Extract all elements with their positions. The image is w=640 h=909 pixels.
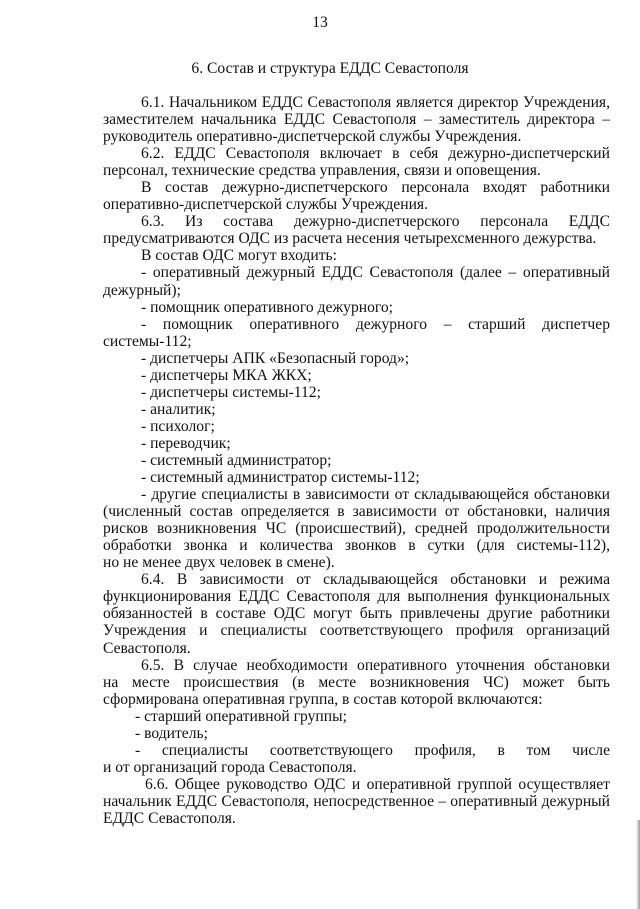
text-line: обязанностей в составе ОДС могут быть привлечены другие работники xyxy=(103,605,610,623)
text-line: - другие специалисты в зависимости от складывающейся обстановки xyxy=(141,486,610,504)
text-line: - помощник оперативного дежурного; xyxy=(141,298,394,316)
text-line: но не менее двух человек в смене). xyxy=(103,554,335,572)
page-title: 6. Состав и структура ЕДДС Севастополя xyxy=(191,60,469,77)
text-line: 6.2. ЕДДС Севастополя включает в себя дежурно-диспетчерский xyxy=(141,145,610,163)
text-line: Севастополя. xyxy=(103,639,191,657)
text-line: оперативно-диспетчерской службы Учреждения. xyxy=(103,196,428,214)
text-line: - системный администратор; xyxy=(141,451,332,469)
text-line: - системный администратор системы-112; xyxy=(141,469,420,487)
text-line: рисков возникновения ЧС (происшествий), средней продолжительности xyxy=(103,520,610,538)
text-line: руководитель оперативно-диспетчерской службы Учреждения. xyxy=(103,128,522,146)
text-line: - диспетчеры АПК «Безопасный город»; xyxy=(141,349,410,367)
text-line: заместителем начальника ЕДДС Севастополя – заместитель директора – xyxy=(103,111,610,129)
text-line: 6.6. Общее руководство ОДС и оперативной группой осуществляет xyxy=(145,775,610,793)
text-line: предусматриваются ОДС из расчета несения четырехсменного дежурства. xyxy=(103,230,597,248)
text-line: дежурный); xyxy=(103,281,181,299)
text-line: - переводчик; xyxy=(141,434,231,452)
text-line: (численный состав определяется в зависимости от обстановки, наличия xyxy=(103,503,610,521)
text-line: на месте происшествия (в месте возникновения ЧС) может быть xyxy=(103,673,610,691)
text-line: Учреждения и специалисты соответствующего профиля организаций xyxy=(103,622,610,640)
text-line: В состав дежурно-диспетчерского персонала входят работники xyxy=(141,179,610,197)
text-line: - оперативный дежурный ЕДДС Севастополя (далее – оперативный xyxy=(141,264,610,282)
text-line: - аналитик; xyxy=(141,400,216,418)
text-line: В состав ОДС могут входить: xyxy=(141,247,337,265)
text-line: - специалисты соответствующего профиля, в том числе xyxy=(135,741,610,759)
page-number: 13 xyxy=(312,14,328,31)
text-line: функционирования ЕДДС Севастополя для выполнения функциональных xyxy=(103,588,610,606)
text-line: и от организаций города Севастополя. xyxy=(103,758,357,776)
text-line: персонал, технические средства управления, связи и оповещения. xyxy=(103,162,541,180)
scan-edge-shadow xyxy=(636,820,640,909)
text-line: - психолог; xyxy=(141,417,215,435)
text-line: - помощник оперативного дежурного – старший диспетчер xyxy=(141,315,610,333)
text-line: - водитель; xyxy=(135,724,208,742)
text-line: 6.1. Начальником ЕДДС Севастополя является директор Учреждения, xyxy=(141,94,610,111)
text-line: сформирована оперативная группа, в состав которой включаются: xyxy=(103,690,543,708)
document-body xyxy=(103,94,610,827)
text-line: ЕДДС Севастополя. xyxy=(103,809,236,827)
text-line: - старший оперативной группы; xyxy=(135,707,347,725)
text-line: 6.4. В зависимости от складывающейся обстановки и режима xyxy=(141,571,610,589)
text-line: 6.5. В случае необходимости оперативного уточнения обстановки xyxy=(141,656,610,674)
text-line: - диспетчеры системы-112; xyxy=(141,383,321,401)
text-line: обработки звонка и количества звонков в сутки (для системы-112), xyxy=(103,537,610,555)
text-line: - диспетчеры МКА ЖКХ; xyxy=(141,366,312,384)
text-line: начальник ЕДДС Севастополя, непосредственное – оперативный дежурный xyxy=(103,792,610,810)
text-line: 6.3. Из состава дежурно-диспетчерского персонала ЕДДС xyxy=(141,213,610,231)
text-line: системы-112; xyxy=(103,332,192,350)
